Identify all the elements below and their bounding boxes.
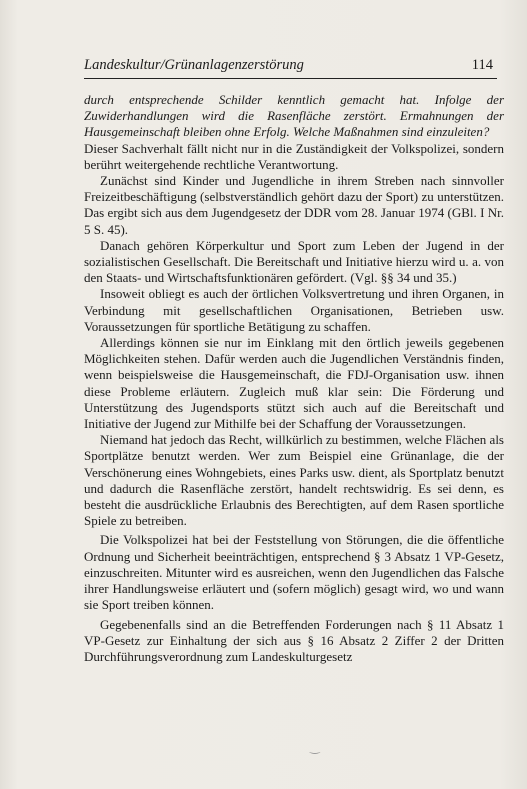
page-number: 114 [471, 57, 493, 73]
body-paragraph-3: Danach gehören Körperkultur und Sport zum Leben der Jugend in der sozialistischen Gesellschaft. Die Bereitschaft und Initiative hierzu wird u. a. von den Staats- und Wirtschaftsfunktionären gefördert. (Vgl. §§ 34 und 35.) [84, 237, 504, 286]
running-header [84, 56, 497, 79]
body-paragraph-2: Zunächst sind Kinder und Jugendliche in ihrem Streben nach sinnvoller Freizeitbeschäftigung (selbstverständlich gehört dazu der Sport) zu unterstützen. Das ergibt sich aus dem Jugendgesetz der DDR vom 28. Januar 1974 (GBl. I Nr. 5 S. 45). [84, 173, 504, 237]
question-text: durch entsprechende Schilder kenntlich gemacht hat. Infolge der Zuwiderhandlungen wird die Rasenfläche zerstört. Ermahnungen der Hausgemeinschaft bleiben ohne Erfolg. Welche Maßnahmen sind einzuleiten? [84, 92, 504, 140]
running-title: Landeskultur/Grünanlagenzerstörung [84, 57, 304, 73]
pencil-mark-decoration: ‿ [310, 740, 320, 754]
body-paragraph-5: Allerdings können sie nur im Einklang mit den örtlich jeweils gegebenen Möglichkeiten stehen. Dafür werden auch die Jugendlichen Verständnis finden, wenn beispielsweise die Hausgemeinschaft, die FDJ-Organisation usw. ihnen diese Probleme erläutern. Zugleich muß klar sein: Die Förderung und Unterstützung des Jugendsports stützt sich auch auf die Bereitschaft und Initiative der Jugend zur Mithilfe bei der Schaffung der Voraussetzungen. [84, 335, 504, 432]
body-paragraph-8: Gegebenenfalls sind an die Betreffenden Forderungen nach § 11 Absatz 1 VP-Gesetz zur Einhaltung der sich aus § 16 Absatz 2 Ziffer 2 der Dritten Durchführungsverordnung zum Landeskulturgesetz [84, 616, 504, 664]
page-body [84, 92, 504, 665]
body-paragraph-7: Die Volkspolizei hat bei der Feststellung von Störungen, die die öffentliche Ordnung und Sicherheit beeinträchtigen, entsprechend § 3 Absatz 1 VP-Gesetz, einzuschreiten. Mitunter wird es ausreichen, wenn den Jugendlichen das Falsche ihrer Handlungsweise erläutert und (sofern möglich) gesagt wird, wo und wann sie Sport treiben können. [84, 532, 504, 613]
body-paragraph-1: Dieser Sachverhalt fällt nicht nur in die Zuständigkeit der Volkspolizei, sondern berührt weitergehende rechtliche Verantwortung. [84, 140, 504, 172]
body-paragraph-4: Insoweit obliegt es auch der örtlichen Volksvertretung und ihren Organen, in Verbindung mit gesellschaftlichen Organisationen, Betrieben usw. Voraussetzungen für sportliche Betätigung zu schaffen. [84, 286, 504, 334]
body-paragraph-6: Niemand hat jedoch das Recht, willkürlich zu bestimmen, welche Flächen als Sportplätze benutzt werden. Wer zum Beispiel eine Grünanlage, die der Verschönerung eines Wohngebiets, eines Parks usw. dient, als Sportplatz benutzt und dadurch die Rasenfläche zerstört, handelt rechtswidrig. Es sei denn, es besteht die ausdrückliche Erlaubnis des Berechtigten, auf dem Rasen sportliche Spiele zu betreiben. [84, 432, 504, 529]
